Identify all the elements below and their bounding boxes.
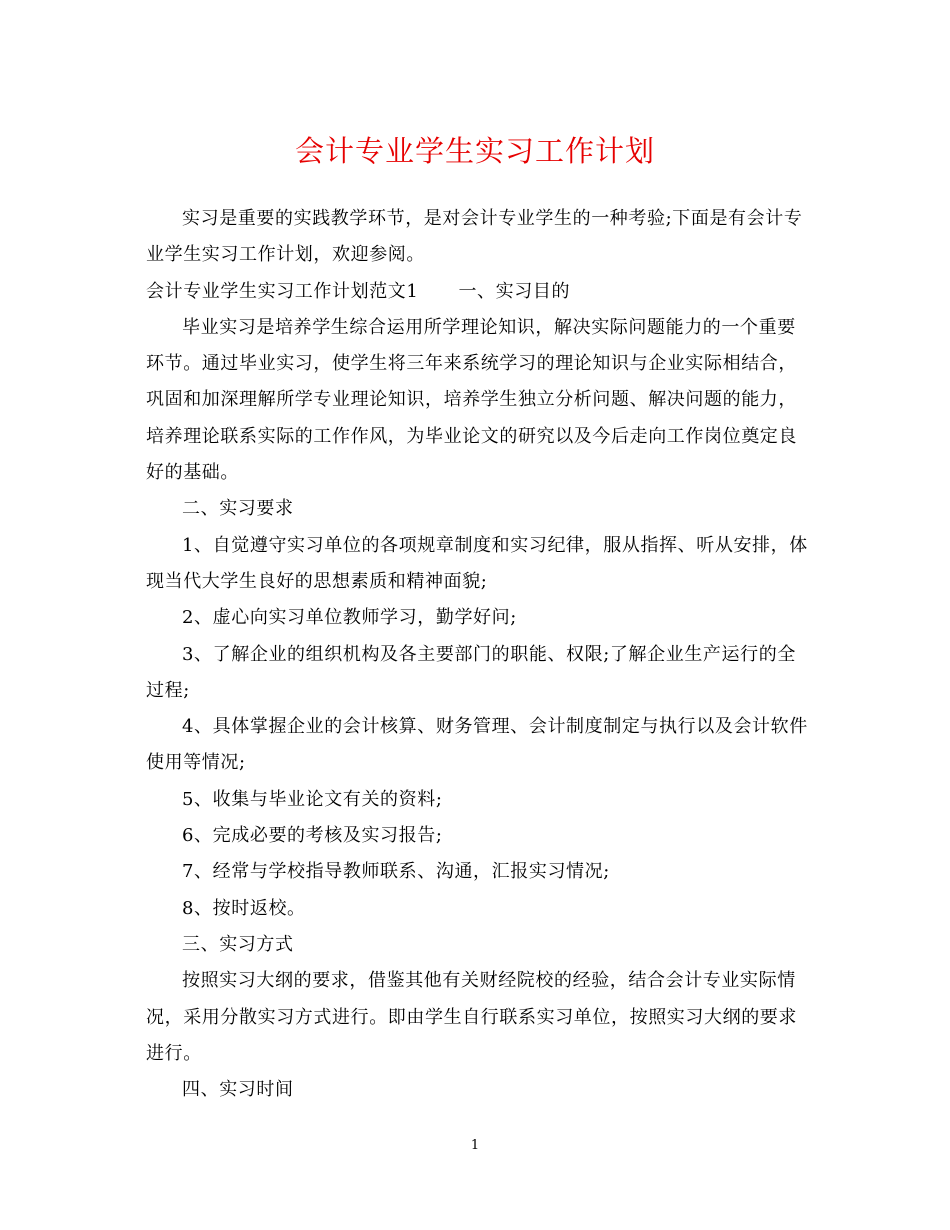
requirement-item: 1、自觉遵守实习单位的各项规章制度和实习纪律，服从指挥、听从安排，体现当代大学生良好的思想素质和精神面貌; bbox=[146, 534, 808, 592]
section1-body: 毕业实习是培养学生综合运用所学理论知识，解决实际问题能力的一个重要环节。通过毕业实习，使学生将三年来系统学习的理论知识与企业实际相结合，巩固和加深理解所学专业理论知识，培养学生独立分析问题、解决问题的能力，培养理论联系实际的工作作风，为毕业论文的研究以及今后走向工作岗位奠定良好的基础。 bbox=[146, 316, 797, 484]
requirement-item: 6、完成必要的考核及实习报告; bbox=[182, 825, 443, 847]
sample-heading-line bbox=[146, 274, 810, 310]
intro-paragraph: 实习是重要的实践教学环节，是对会计专业学生的一种考验;下面是有会计专业学生实习工作计划，欢迎参阅。 bbox=[146, 208, 803, 266]
sample-label: 会计专业学生实习工作计划范文1 bbox=[146, 280, 419, 302]
requirement-item: 2、虚心向实习单位教师学习，勤学好问; bbox=[182, 607, 517, 629]
section1-heading: 一、实习目的 bbox=[458, 280, 571, 302]
document-body bbox=[146, 201, 810, 1108]
requirement-item: 4、具体掌握企业的会计核算、财务管理、会计制度制定与执行以及会计软件使用等情况; bbox=[146, 716, 808, 774]
requirement-item: 8、按时返校。 bbox=[182, 897, 306, 919]
section3-heading: 三、实习方式 bbox=[182, 933, 294, 955]
requirement-item: 7、经常与学校指导教师联系、沟通，汇报实习情况; bbox=[182, 861, 610, 883]
section4-heading: 四、实习时间 bbox=[182, 1079, 294, 1101]
requirement-item: 3、了解企业的组织机构及各主要部门的职能、权限;了解企业生产运行的全过程; bbox=[146, 643, 796, 701]
section2-heading: 二、实习要求 bbox=[182, 498, 294, 520]
section3-body: 按照实习大纲的要求，借鉴其他有关财经院校的经验，结合会计专业实际情况，采用分散实习方式进行。即由学生自行联系实习单位，按照实习大纲的要求进行。 bbox=[146, 970, 797, 1064]
page-number: 1 bbox=[470, 1138, 480, 1153]
requirement-item: 5、收集与毕业论文有关的资料; bbox=[182, 788, 443, 810]
document-title: 会计专业学生实习工作计划 bbox=[294, 134, 655, 168]
